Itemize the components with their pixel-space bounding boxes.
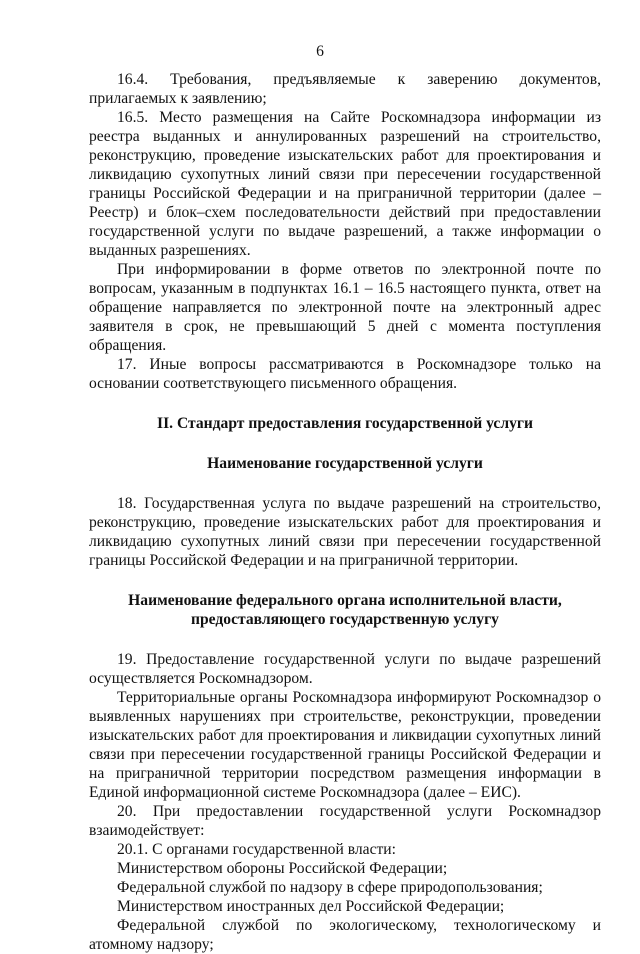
subsection-title-service-name: Наименование государственной услуги <box>207 455 483 472</box>
list-item: Федеральной службой по экологическому, технологическому и атомному надзору; <box>89 917 601 953</box>
paragraph-16-5: 16.5. Место размещения на Сайте Роскомнадзора информации из реестра выданных и аннулированных разрешений на строительство, реконструкцию, проведение изыскательских работ для проектирования и ликвидацию сухопутных линий связи при пересечении государственной границы Российской Федерации и на приграничной территории (далее – Реестр) и блок–схем последовательности действий при предоставлении государственной услуги по выдаче разрешений, а также информации о выданных разрешениях. <box>89 109 601 259</box>
page-number: 6 <box>316 43 324 60</box>
paragraph-20: 20. При предоставлении государственной услуги Роскомнадзор взаимодействует: <box>89 803 601 839</box>
paragraph-19: 19. Предоставление государственной услуги по выдаче разрешений осуществляется Роскомнадзором. <box>89 651 601 687</box>
paragraph-20-1: 20.1. С органами государственной власти: <box>117 841 396 858</box>
paragraph-16-4: 16.4. Требования, предъявляемые к заверению документов, прилагаемых к заявлению; <box>89 71 601 107</box>
list-item: Министерством обороны Российской Федерации; <box>117 860 448 877</box>
list-item: Федеральной службой по надзору в сфере природопользования; <box>117 879 543 896</box>
section-title: II. Стандарт предоставления государственной услуги <box>157 415 533 432</box>
list-item: Министерством иностранных дел Российской Федерации; <box>117 898 505 915</box>
paragraph-email-informing: При информировании в форме ответов по электронной почте по вопросам, указанным в подпунктах 16.1 – 16.5 настоящего пункта, ответ на обращение направляется по электронной почте на электронный адрес заявителя в срок, не превышающий 5 дней с момента поступления обращения. <box>89 261 601 354</box>
subsection-title-authority-line1: Наименование федерального органа исполнительной власти, <box>128 592 562 609</box>
paragraph-17: 17. Иные вопросы рассматриваются в Роскомнадзоре только на основании соответствующего письменного обращения. <box>89 356 601 392</box>
subsection-title-authority-line2: предоставляющего государственную услугу <box>191 611 499 628</box>
paragraph-territorial-bodies: Территориальные органы Роскомнадзора информируют Роскомнадзор о выявленных нарушениях при строительстве, реконструкции, проведении изыскательских работ для проектирования и ликвидации сухопутных линий связи при пересечении государственной границы Российской Федерации и на приграничной территории посредством размещения информации в Единой информационной системе Роскомнадзора (далее – ЕИС). <box>89 689 601 801</box>
document-body <box>89 70 601 954</box>
paragraph-18: 18. Государственная услуга по выдаче разрешений на строительство, реконструкцию, проведение изыскательских работ для проектирования и ликвидацию сухопутных линий связи при пересечении государственной границы Российской Федерации и на приграничной территории. <box>89 495 601 569</box>
